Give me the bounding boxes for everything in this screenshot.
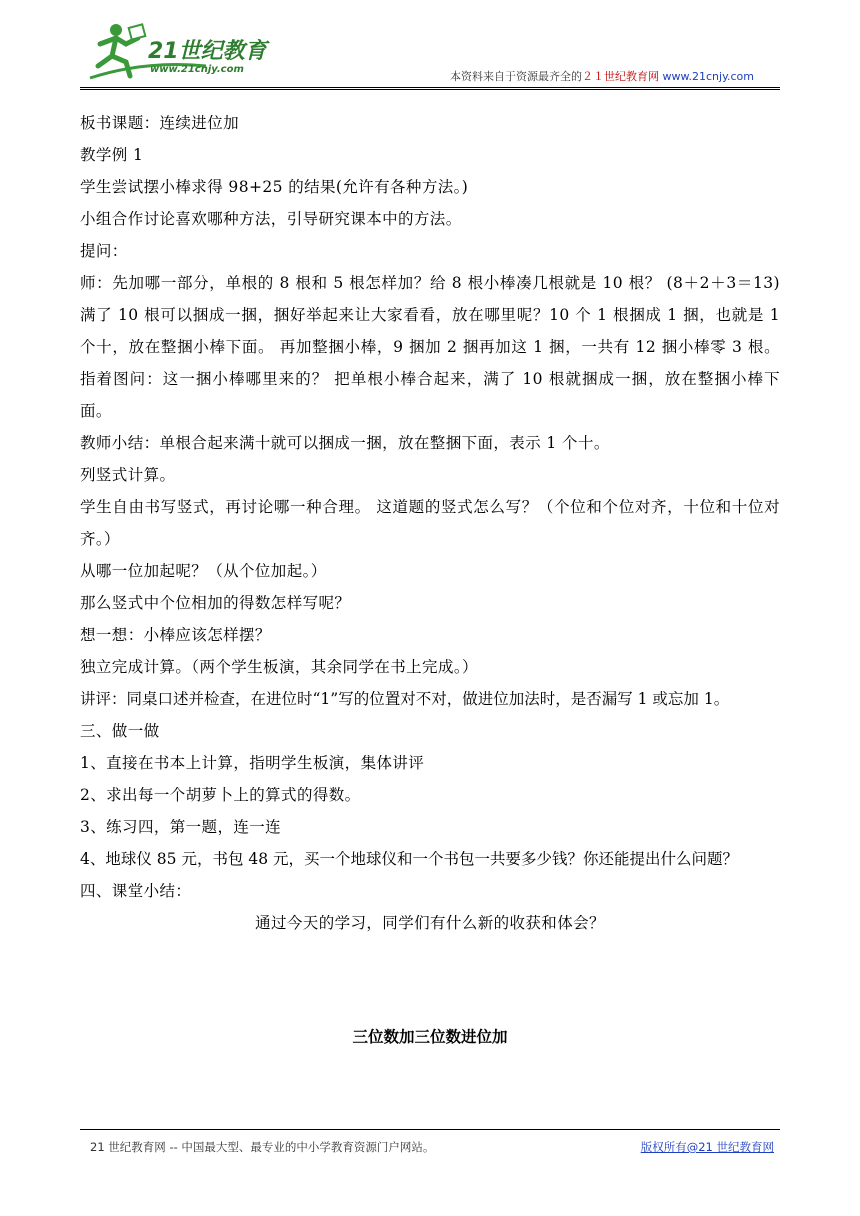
section-title: 三位数加三位数进位加 — [352, 1026, 508, 1046]
paragraph: 学生尝试摆小棒求得 98+25 的结果(允许有各种方法。) — [80, 178, 469, 196]
paragraph: 小组合作讨论喜欢哪种方法，引导研究课本中的方法。 — [80, 210, 462, 228]
paragraph: 从哪一位加起呢？（从个位加起。） — [80, 562, 327, 580]
paragraph: 独立完成计算。（两个学生板演，其余同学在书上完成。） — [80, 658, 478, 676]
header-note-brand: ２１世纪教育网 — [582, 70, 660, 83]
paragraph: 讲评：同桌口述并检查，在进位时“1”写的位置对不对，做进位加法时，是否漏写 1 或忘加 1。 — [80, 690, 730, 708]
logo-text: 21世纪教育 — [148, 39, 267, 64]
header-note-prefix: 本资料来自于资源最齐全的 — [450, 70, 583, 83]
paragraph: 板书课题：连续进位加 — [80, 114, 240, 132]
site-logo[interactable] — [86, 22, 286, 82]
paragraph: 教学例 1 — [80, 146, 144, 164]
paragraph: 提问： — [80, 242, 128, 260]
footer-divider — [80, 1129, 780, 1130]
paragraph: 学生自由书写竖式，再讨论哪一种合理。 这道题的竖式怎么写？（个位和个位对齐，十位和十位对齐。） — [80, 498, 780, 548]
page-header — [0, 0, 860, 90]
header-source-note — [450, 68, 754, 84]
paragraph: 3、练习四，第一题，连一连 — [80, 818, 282, 836]
copyright-link[interactable]: 版权所有@21 世纪教育网 — [640, 1140, 774, 1154]
paragraph: 想一想：小棒应该怎样摆？ — [80, 626, 271, 644]
centered-question: 通过今天的学习，同学们有什么新的收获和体会？ — [255, 914, 605, 932]
paragraph: 师：先加哪一部分，单根的 8 根和 5 根怎样加？给 8 根小棒凑几根就是 10 根？ (8＋2＋3＝13) 满了 10 根可以捆成一捆，捆好举起来让大家看看，放在哪里呢？10 个 1 根捆成 1 捆，也就是 1 个十，放在整捆小棒下面。 再加整捆小棒，9 捆加 2 捆再加这 1 捆，一共有 12 捆小棒零 3 根。 指着图问：这一捆小棒哪里来的？ 把单根小棒合起来，满了 10 根就捆成一捆，放在整捆小棒下面。 — [80, 274, 780, 420]
header-note-url[interactable]: www.21cnjy.com — [662, 70, 754, 83]
header-divider-secondary — [80, 89, 780, 90]
lesson-content — [80, 107, 780, 1068]
paragraph: 那么竖式中个位相加的得数怎样写呢？ — [80, 594, 351, 612]
paragraph: 1、直接在书本上计算，指明学生板演，集体讲评 — [80, 754, 425, 772]
header-divider — [80, 87, 780, 88]
footer-text: 21 世纪教育网 -- 中国最大型、最专业的中小学教育资源门户网站。 — [90, 1140, 435, 1154]
blank-space — [80, 939, 780, 1005]
paragraph: 教师小结：单根合起来满十就可以捆成一捆，放在整捆下面，表示 1 个十。 — [80, 434, 610, 452]
paragraph: 三、做一做 — [80, 722, 160, 740]
paragraph: 四、课堂小结： — [80, 882, 192, 900]
paragraph: 列竖式计算。 — [80, 466, 176, 484]
logo-subtext: www.21cnjy.com — [150, 64, 244, 75]
paragraph: 4、地球仪 85 元，书包 48 元，买一个地球仪和一个书包一共要多少钱？你还能提出什么问题？ — [80, 850, 739, 868]
paragraph: 2、求出每一个胡萝卜上的算式的得数。 — [80, 786, 361, 804]
